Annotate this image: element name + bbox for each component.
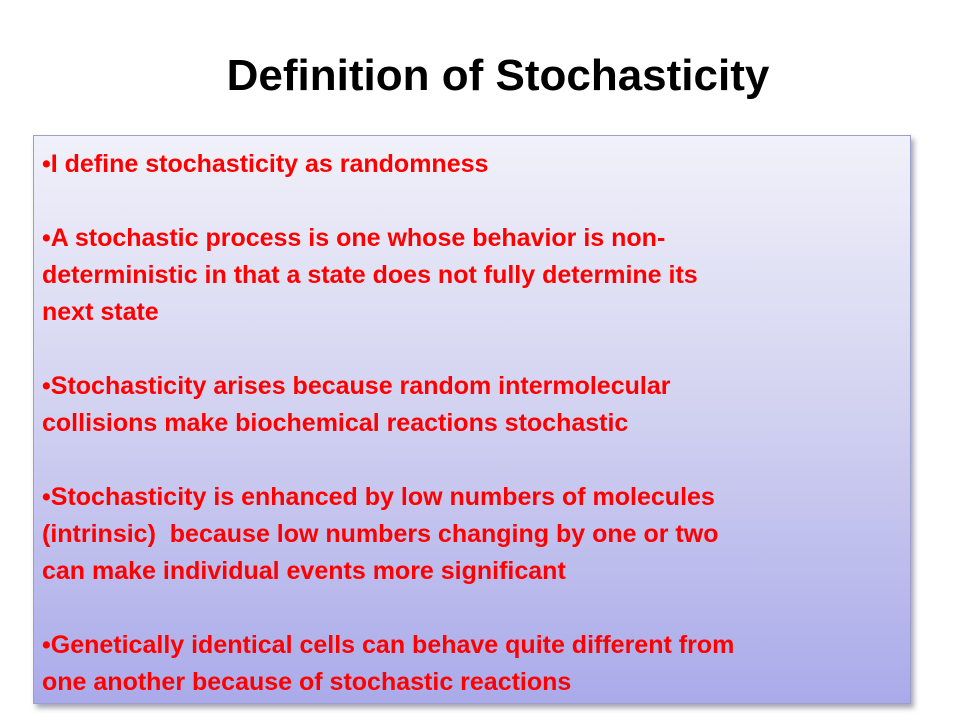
bullet-text: I define stochasticity as randomness	[50, 150, 489, 178]
bullet-mark: •	[42, 150, 51, 178]
bullet-item	[42, 368, 904, 442]
bullet-item	[42, 627, 904, 701]
bullet-mark: •	[42, 483, 51, 511]
bullet-text: Stochasticity arises because random intermolecular collisions make biochemical reactions stochastic	[42, 372, 671, 437]
bullet-item	[42, 146, 904, 183]
bullet-mark: •	[42, 372, 51, 400]
bullet-item	[42, 479, 904, 590]
bullet-mark: •	[42, 224, 51, 252]
bullet-mark: •	[42, 631, 51, 659]
bullet-text: Genetically identical cells can behave quite different from one another because of stochastic reactions	[42, 631, 735, 696]
slide-title: Definition of Stochasticity	[226, 51, 770, 100]
bullet-text: A stochastic process is one whose behavior is non- deterministic in that a state does not fully determine its next state	[42, 224, 698, 326]
bullet-item	[42, 220, 904, 331]
bullet-text: Stochasticity is enhanced by low numbers of molecules (intrinsic) because low numbers changing by one or two can make individual events more significant	[42, 483, 719, 585]
bullet-list	[42, 146, 904, 701]
content-box	[33, 135, 911, 704]
